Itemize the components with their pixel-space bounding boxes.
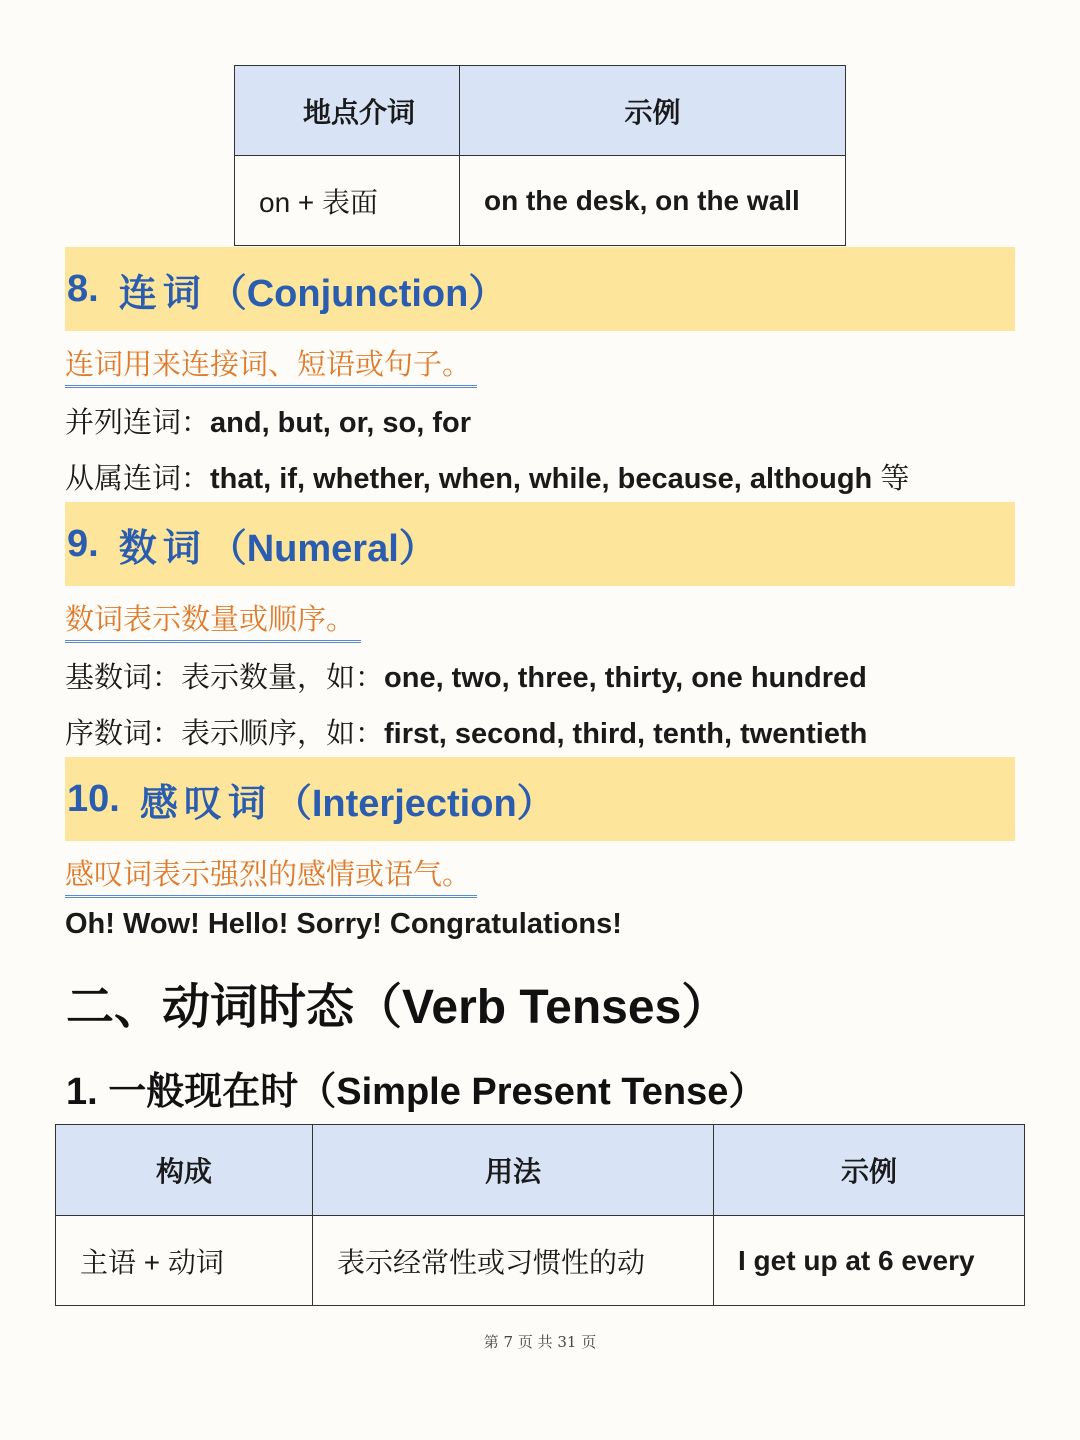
table-row xyxy=(56,1216,1025,1306)
preposition-table xyxy=(234,65,846,246)
example-line xyxy=(65,711,867,752)
chapter-title: 二、动词时态（Verb Tenses） xyxy=(66,981,730,1034)
table-cell: on the desk, on the wall xyxy=(460,156,846,246)
table-header-row xyxy=(235,66,846,156)
line-suffix: 等 xyxy=(872,463,910,495)
table-header: 示例 xyxy=(460,66,846,156)
example-line xyxy=(65,655,867,696)
line-text: Oh! Wow! Hello! Sorry! Congratulations! xyxy=(65,908,622,940)
heading-en: （Interjection） xyxy=(273,782,555,825)
table-cell: I get up at 6 every xyxy=(714,1216,1025,1306)
page-footer: 第 7 页 共 31 页 xyxy=(483,1333,597,1351)
heading-number: 8. xyxy=(67,267,99,310)
table-header: 示例 xyxy=(714,1125,1025,1216)
section-heading-conjunction xyxy=(65,247,1015,331)
table-header: 用法 xyxy=(313,1125,714,1216)
line-text: that, if, whether, when, while, because, although xyxy=(210,463,873,495)
heading-cn: 数词 xyxy=(118,524,207,570)
example-line xyxy=(65,456,909,497)
heading-en: （Numeral） xyxy=(208,527,437,570)
line-text: one, two, three, thirty, one hundred xyxy=(384,662,867,694)
line-label: 并列连词： xyxy=(65,407,211,439)
tense-table xyxy=(55,1124,1025,1306)
table-cell: on + 表面 xyxy=(235,156,460,246)
line-label: 序数词：表示顺序，如： xyxy=(65,718,385,750)
example-line xyxy=(65,400,471,441)
table-row xyxy=(235,156,846,246)
table-header: 构成 xyxy=(56,1125,313,1216)
line-text: first, second, third, tenth, twentieth xyxy=(384,718,868,750)
table-header-row xyxy=(56,1125,1025,1216)
definition: 数词表示数量或顺序。 xyxy=(65,597,361,643)
line-label: 基数词：表示数量，如： xyxy=(65,662,385,694)
heading-cn: 感叹词 xyxy=(139,779,272,825)
section-heading-numeral xyxy=(65,502,1015,586)
definition: 感叹词表示强烈的感情或语气。 xyxy=(65,852,477,898)
table-header: 地点介词 xyxy=(235,66,460,156)
line-label: 从属连词： xyxy=(65,463,211,495)
subsection-title: 1. 一般现在时（Simple Present Tense） xyxy=(66,1071,767,1113)
section-heading-interjection xyxy=(65,757,1015,841)
example-line xyxy=(65,908,622,941)
definition: 连词用来连接词、短语或句子。 xyxy=(65,342,477,388)
heading-en: （Conjunction） xyxy=(208,272,507,315)
heading-cn: 连词 xyxy=(118,269,207,315)
table-cell: 表示经常性或习惯性的动 xyxy=(313,1216,714,1306)
heading-number: 9. xyxy=(67,522,99,565)
table-cell: 主语 + 动词 xyxy=(56,1216,313,1306)
line-text: and, but, or, so, for xyxy=(210,407,472,439)
heading-number: 10. xyxy=(67,777,120,820)
